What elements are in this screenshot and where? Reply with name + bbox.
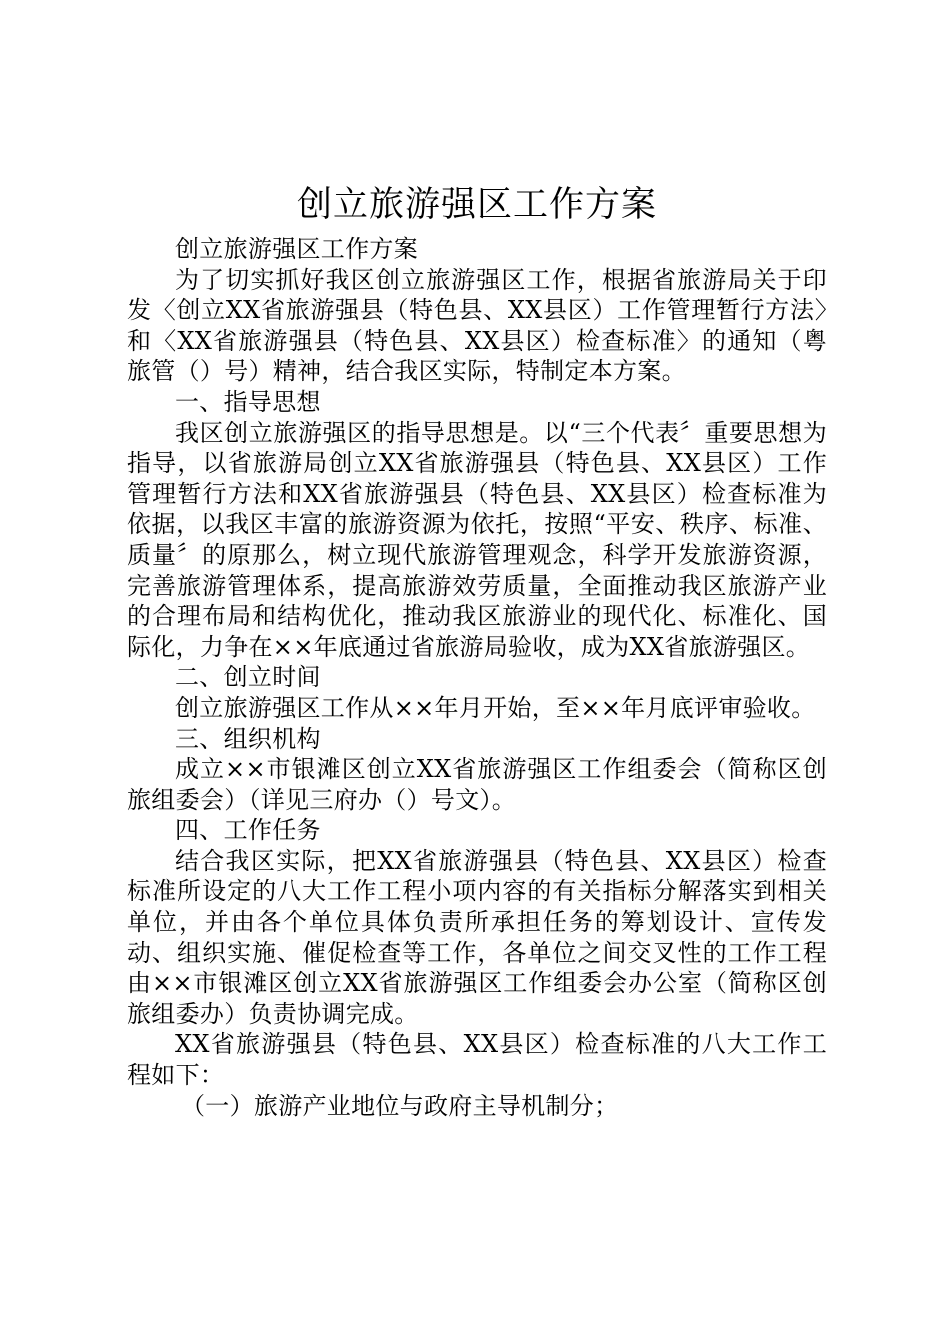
subtitle-paragraph: 创立旅游强区工作方案 — [175, 235, 418, 263]
project-list-item: （一）旅游产业地位与政府主导机制分； — [181, 1091, 619, 1120]
section-heading-organization: 三、组织机构 — [175, 724, 321, 753]
creation-time-paragraph: 创立旅游强区工作从××年月开始，至××年月底评审验收。 — [175, 693, 816, 722]
organization-paragraph: 成立××市银滩区创立XX省旅游强区工作组委会（简称区创旅组委会）（详见三府办（）号文）。 — [127, 755, 827, 814]
document-title: 创立旅游强区工作方案 — [296, 185, 657, 225]
document-page — [127, 182, 827, 1121]
section-heading-creation-time: 二、创立时间 — [175, 663, 321, 692]
work-tasks-paragraph: 结合我区实际，把XX省旅游强县（特色县、XX县区）检查标准所设定的八大工作工程小项内容的有关指标分解落实到相关单位，并由各个单位具体负责所承担任务的筹划设计、宣传发动、组织实施、催促检查等工作，各单位之间交叉性的工作工程由××市银滩区创立XX省旅游强区工作组委会办公室（简称区创旅组委办）负责协调完成。 — [127, 846, 827, 1028]
intro-paragraph: 为了切实抓好我区创立旅游强区工作，根据省旅游局关于印发〈创立XX省旅游强县（特色县、XX县区）工作管理暂行方法〉和〈XX省旅游强县（特色县、XX县区）检查标准〉的通知（粤旅管（）号）精神，结合我区实际，特制定本方案。 — [127, 265, 827, 386]
section-heading-guiding-thought: 一、指导思想 — [175, 387, 321, 416]
section-heading-work-tasks: 四、工作任务 — [175, 816, 321, 845]
guiding-thought-paragraph: 我区创立旅游强区的指导思想是。以“三个代表〞重要思想为指导，以省旅游局创立XX省旅游强县（特色县、XX县区）工作管理暂行方法和XX省旅游强县（特色县、XX县区）检查标准为依据，以我区丰富的旅游资源为依托，按照“平安、秩序、标准、质量〞的原那么，树立现代旅游管理观念，科学开发旅游资源，完善旅游管理体系，提高旅游效劳质量，全面推动我区旅游产业的合理布局和结构优化，推动我区旅游业的现代化、标准化、国际化，力争在××年底通过省旅游局验收，成为XX省旅游强区。 — [127, 418, 827, 661]
eight-projects-intro-paragraph: XX省旅游强县（特色县、XX县区）检查标准的八大工作工程如下： — [127, 1030, 827, 1090]
